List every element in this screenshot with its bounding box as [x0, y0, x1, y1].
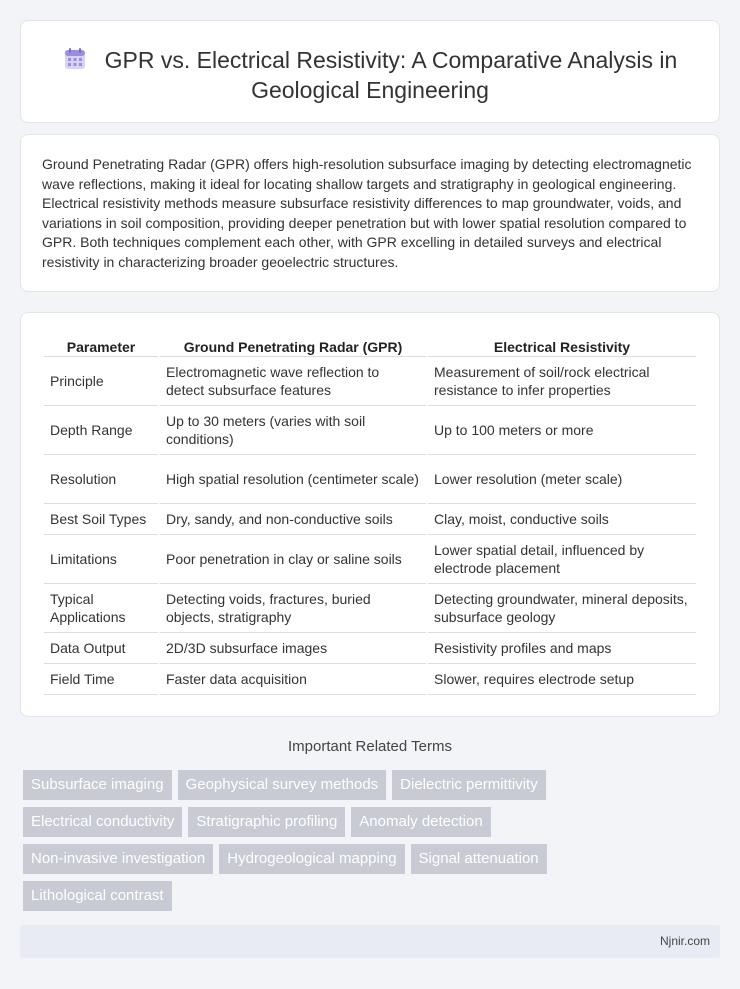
table-row — [44, 535, 696, 584]
table-row — [44, 664, 696, 695]
tag-subsurface-imaging[interactable]: Subsurface imaging — [23, 770, 172, 800]
table-cell: Measurement of soil/rock electrical resistance to infer properties — [428, 357, 696, 406]
table-cell: Field Time — [44, 664, 158, 695]
table-cell: Best Soil Types — [44, 504, 158, 535]
table-cell: Detecting voids, fractures, buried objects, stratigraphy — [160, 584, 426, 633]
comparison-table — [42, 331, 698, 695]
table-header-row — [44, 331, 696, 357]
table-row — [44, 584, 696, 633]
comparison-table-card — [20, 312, 720, 717]
table-cell: Up to 100 meters or more — [428, 406, 696, 455]
intro-paragraph: Ground Penetrating Radar (GPR) offers high-resolution subsurface imaging by detecting electromagnetic wave reflections, making it ideal for locating shallow targets and stratigraphy in geological engineering. Electrical resistivity methods measure subsurface resistivity differences to map groundwater, voids, and variations in soil composition, providing deeper penetration but with lower spatial resolution compared to GPR. Both techniques complement each other, with GPR excelling in detailed surveys and electrical resistivity in characterizing broader geoelectric structures. — [42, 156, 692, 270]
table-cell: Lower resolution (meter scale) — [428, 455, 696, 504]
table-cell: 2D/3D subsurface images — [160, 633, 426, 664]
table-row — [44, 504, 696, 535]
tag-electrical-conductivity[interactable]: Electrical conductivity — [23, 807, 182, 837]
intro-card — [20, 134, 720, 292]
calendar-icon — [63, 47, 87, 71]
header-parameter: Parameter — [44, 331, 158, 357]
tag-hydrogeological-mapping[interactable]: Hydrogeological mapping — [219, 844, 404, 874]
table-row — [44, 357, 696, 406]
table-cell: Data Output — [44, 633, 158, 664]
page-title: GPR vs. Electrical Resistivity: A Comparative Analysis in Geological Engineering — [104, 47, 678, 103]
table-cell: Principle — [44, 357, 158, 406]
table-cell: Dry, sandy, and non-conductive soils — [160, 504, 426, 535]
tag-anomaly-detection[interactable]: Anomaly detection — [351, 807, 490, 837]
table-row — [44, 455, 696, 504]
table-cell: Poor penetration in clay or saline soils — [160, 535, 426, 584]
page-title-wrap — [21, 45, 719, 105]
tag-signal-attenuation[interactable]: Signal attenuation — [411, 844, 547, 874]
table-cell: Resistivity profiles and maps — [428, 633, 696, 664]
footer — [20, 925, 720, 958]
table-cell: Lower spatial detail, influenced by electrode placement — [428, 535, 696, 584]
related-terms-heading: Important Related Terms — [288, 738, 452, 755]
table-cell: Resolution — [44, 455, 158, 504]
table-row — [44, 406, 696, 455]
table-cell: High spatial resolution (centimeter scale) — [160, 455, 426, 504]
tag-non-invasive-investigation[interactable]: Non-invasive investigation — [23, 844, 213, 874]
tag-lithological-contrast[interactable]: Lithological contrast — [23, 881, 172, 911]
related-terms-list — [23, 770, 623, 918]
title-card — [20, 20, 720, 123]
tag-stratigraphic-profiling[interactable]: Stratigraphic profiling — [188, 807, 345, 837]
table-row — [44, 633, 696, 664]
table-cell: Faster data acquisition — [160, 664, 426, 695]
table-cell: Limitations — [44, 535, 158, 584]
table-cell: Depth Range — [44, 406, 158, 455]
table-cell: Slower, requires electrode setup — [428, 664, 696, 695]
table-cell: Up to 30 meters (varies with soil conditions) — [160, 406, 426, 455]
tag-dielectric-permittivity[interactable]: Dielectric permittivity — [392, 770, 546, 800]
table-cell: Electromagnetic wave reflection to detect subsurface features — [160, 357, 426, 406]
header-gpr: Ground Penetrating Radar (GPR) — [160, 331, 426, 357]
header-resistivity: Electrical Resistivity — [428, 331, 696, 357]
tag-geophysical-survey-methods[interactable]: Geophysical survey methods — [178, 770, 387, 800]
footer-site-link[interactable]: Njnir.com — [659, 934, 710, 948]
table-cell: Detecting groundwater, mineral deposits, subsurface geology — [428, 584, 696, 633]
table-cell: Clay, moist, conductive soils — [428, 504, 696, 535]
table-cell: Typical Applications — [44, 584, 158, 633]
